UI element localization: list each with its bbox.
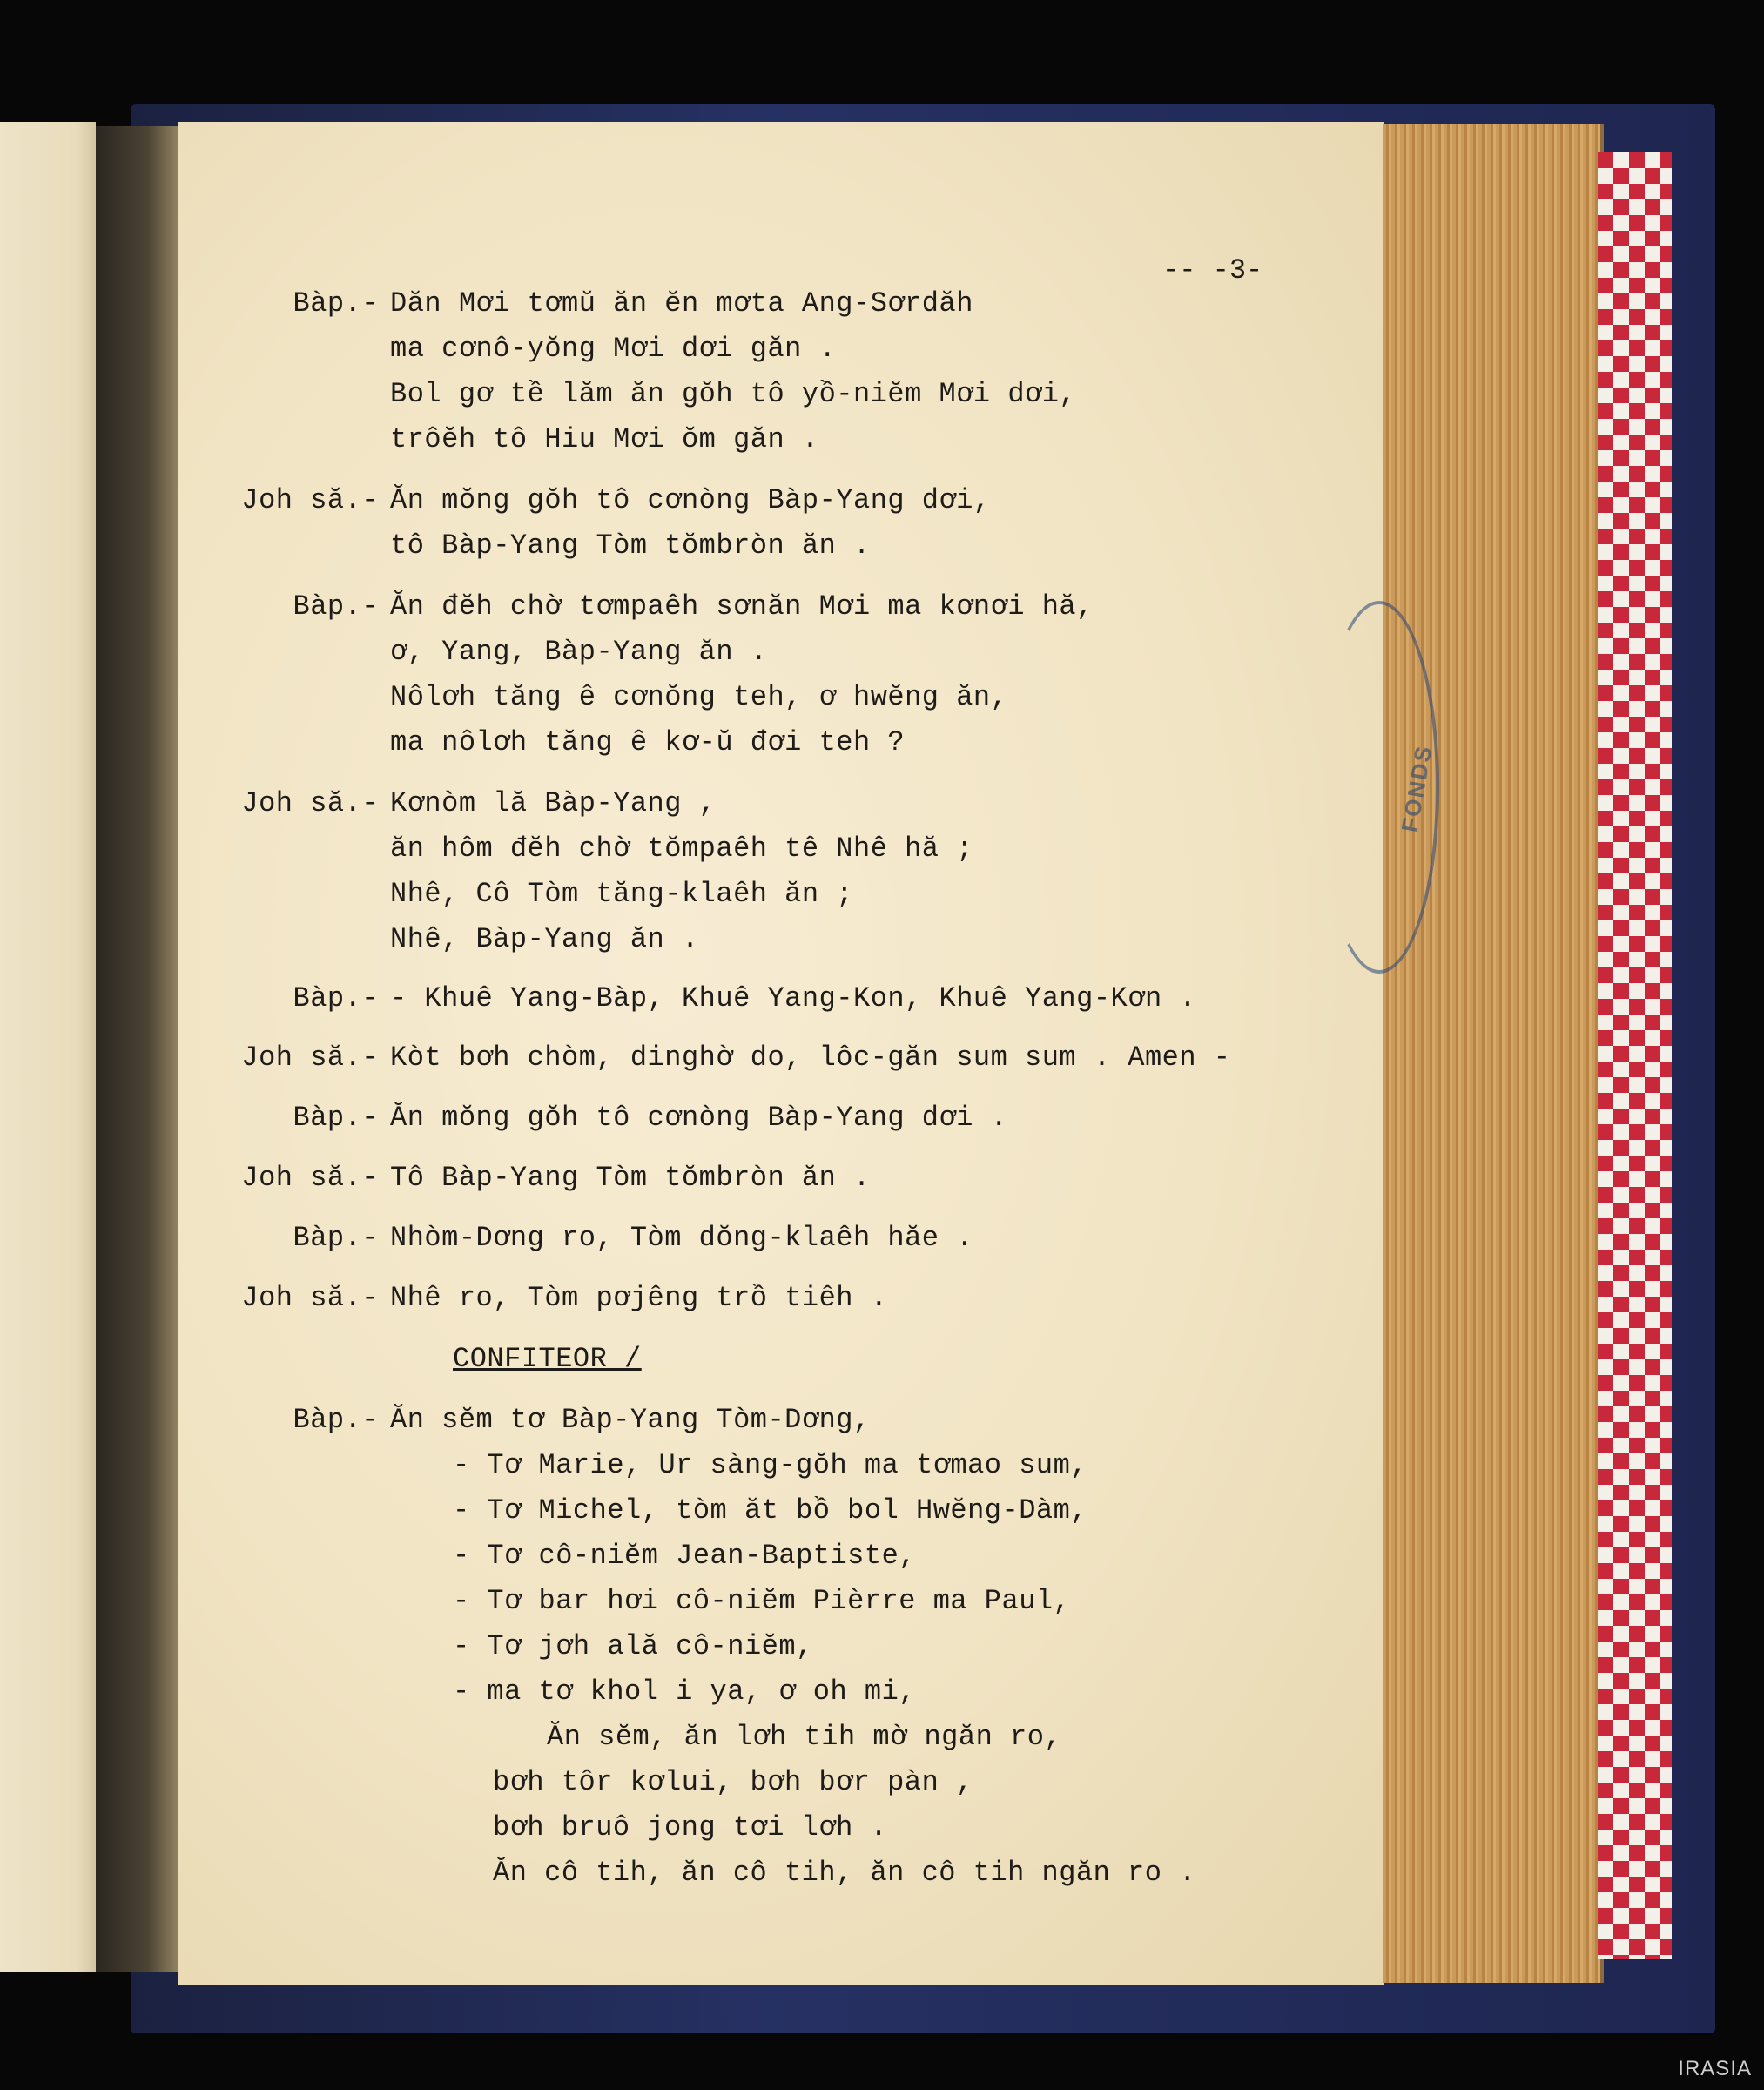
text-line: Kòt bơh chòm, dinghờ do, lôc-găn sum sum . Amen - xyxy=(390,1042,1231,1074)
text-line: Tô Bàp-Yang Tòm tŏmbròn ăn . xyxy=(390,1162,871,1194)
text-line: Bol gơ tề lăm ăn gŏh tô yồ-niĕm Mơi dơi, xyxy=(390,378,1077,410)
text-line: - Tơ Michel, tòm ăt bồ bol Hwĕng-Dàm, xyxy=(453,1494,1088,1527)
left-page xyxy=(0,122,96,1972)
text-line: ma cơnô-yŏng Mơi dơi găn . xyxy=(390,333,837,365)
text-line: ơ, Yang, Bàp-Yang ăn . xyxy=(390,636,768,668)
text-line: - Tơ Marie, Ur sàng-gŏh ma tơmao sum, xyxy=(453,1449,1088,1481)
text-line: - ma tơ khol i ya, ơ oh mi, xyxy=(453,1675,916,1708)
speaker-label: Bàp.- xyxy=(293,1102,379,1134)
page-number: -- -3- xyxy=(1162,254,1263,287)
speaker-label: Joh să.- xyxy=(241,1042,379,1074)
text-line: Nôlơh tăng ê cơnŏng teh, ơ hwĕng ăn, xyxy=(390,681,1008,713)
speaker-label: Bàp.- xyxy=(293,287,379,320)
text-line: Nhòm-Dơng ro, Tòm dŏng-klaêh hăe . xyxy=(390,1222,973,1254)
text-line: trôĕh tô Hiu Mơi ŏm găn . xyxy=(390,423,819,455)
text-line: Ăn mŏng gŏh tô cơnòng Bàp-Yang dơi . xyxy=(390,1102,1008,1134)
text-line: ma nôlơh tăng ê kơ-ŭ đơi teh ? xyxy=(390,726,906,758)
text-line: Nhê ro, Tòm pơjêng trồ tiêh . xyxy=(390,1282,888,1314)
speaker-label: Joh să.- xyxy=(241,484,379,516)
text-line: Nhê, Bàp-Yang ăn . xyxy=(390,923,699,955)
speaker-label: Bàp.- xyxy=(293,1404,379,1436)
speaker-label: Joh să.- xyxy=(241,1162,379,1194)
text-line: Ăn mŏng gŏh tô cơnòng Bàp-Yang dơi, xyxy=(390,484,991,516)
text-line: bơh tôr kơlui, bơh bơr pàn , xyxy=(493,1766,973,1798)
section-heading: CONFITEOR / xyxy=(453,1343,642,1375)
text-line: - Tơ cô-niĕm Jean-Baptiste, xyxy=(453,1540,916,1572)
text-line: - Tơ bar hơi cô-niĕm Pièrre ma Paul, xyxy=(453,1585,1071,1617)
speaker-label: Bàp.- xyxy=(293,982,379,1015)
text-line: - Khuê Yang-Bàp, Khuê Yang-Kon, Khuê Yang-Kơn . xyxy=(390,982,1197,1015)
text-line: Ăn sĕm, ăn lơh tih mờ ngăn ro, xyxy=(547,1721,1062,1753)
text-line: - Tơ jơh ală cô-niĕm, xyxy=(453,1630,813,1662)
text-line: bơh bruô jong tơi lơh . xyxy=(493,1811,888,1844)
page-edges xyxy=(1383,124,1604,1983)
text-line: tô Bàp-Yang Tòm tŏmbròn ăn . xyxy=(390,529,871,562)
speaker-label: Bàp.- xyxy=(293,1222,379,1254)
text-line: Dăn Mơi tơmŭ ăn ĕn mơta Ang-Sơrdăh xyxy=(390,287,973,320)
text-line: ăn hôm đĕh chờ tŏmpaêh tê Nhê hă ; xyxy=(390,833,973,865)
stamp-text: FONDS xyxy=(1396,743,1437,834)
checkered-binding-ribbon xyxy=(1598,152,1672,1959)
speaker-label: Bàp.- xyxy=(293,590,379,623)
watermark: IRASIA xyxy=(1678,2057,1752,2080)
text-line: Nhê, Cô Tòm tăng-klaêh ăn ; xyxy=(390,878,853,910)
text-line: Kơnòm lă Bàp-Yang , xyxy=(390,787,717,819)
text-line: Ăn cô tih, ăn cô tih, ăn cô tih ngăn ro . xyxy=(493,1857,1196,1889)
speaker-label: Joh să.- xyxy=(241,1282,379,1314)
text-line: Ăn sĕm tơ Bàp-Yang Tòm-Dơng, xyxy=(390,1404,871,1436)
text-line: Ăn đĕh chờ tơmpaêh sơnăn Mơi ma kơnơi hă, xyxy=(390,590,1094,623)
speaker-label: Joh să.- xyxy=(241,787,379,819)
